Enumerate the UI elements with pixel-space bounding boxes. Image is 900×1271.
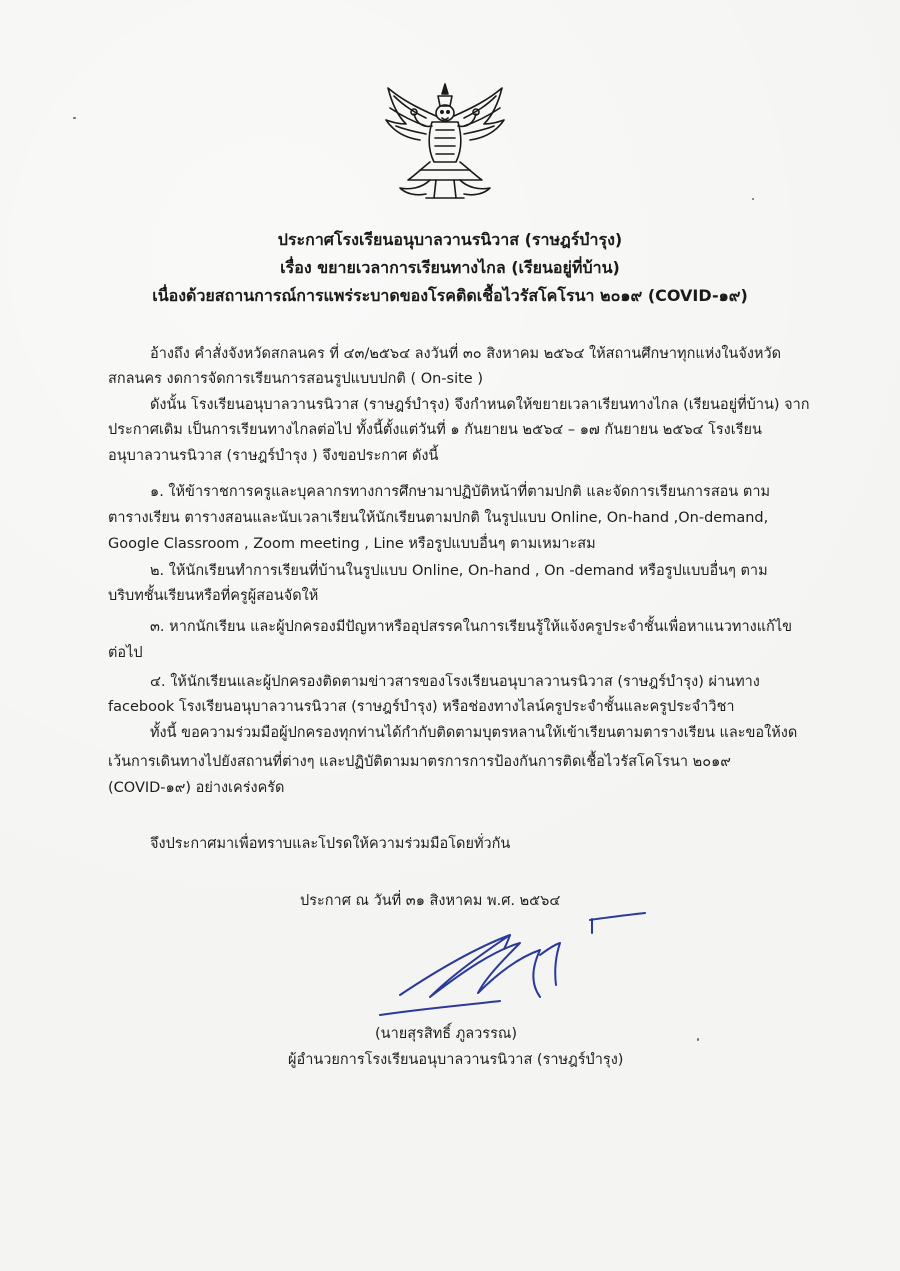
item-4-line: ๔. ให้นักเรียนและผู้ปกครองติดตามข่าวสารของโรงเรียนอนุบาลวานรนิวาส (ราษฎร์บำรุง) ผ่านทาง xyxy=(150,674,760,690)
signatory-name: (นายสุรสิทธิ์ ภูลวรรณ) xyxy=(375,1026,517,1042)
item-1-line: Google Classroom , Zoom meeting , Line หรือรูปแบบอื่นๆ ตามเหมาะสม xyxy=(108,536,596,552)
closing-statement: จึงประกาศมาเพื่อทราบและโปรดให้ความร่วมมือโดยทั่วกัน xyxy=(150,836,511,852)
item-3-line: ๓. หากนักเรียน และผู้ปกครองมีปัญหาหรืออุปสรรคในการเรียนรู้ให้แจ้งครูประจำชั้นเพื่อหาแนวทางแก้ไข xyxy=(150,619,793,635)
subject-line: เรื่อง ขยายเวลาการเรียนทางไกล (เรียนอยู่ที่บ้าน) xyxy=(280,258,620,277)
signature-icon xyxy=(370,905,650,1035)
body-line: ดังนั้น โรงเรียนอนุบาลวานรนิวาส (ราษฎร์บำรุง) จึงกำหนดให้ขยายเวลาเรียนทางไกล (เรียนอยู่ที่บ้าน) จาก xyxy=(150,397,810,413)
cooperation-line: (COVID-๑๙) อย่างเคร่งครัด xyxy=(108,780,285,796)
scan-speck xyxy=(697,1038,699,1041)
body-line: อ้างถึง คำสั่งจังหวัดสกลนคร ที่ ๔๓/๒๕๖๔ ลงวันที่ ๓๐ สิงหาคม ๒๕๖๔ ให้สถานศึกษาทุกแห่งในจังหวัด xyxy=(150,346,782,362)
announcement-title: ประกาศโรงเรียนอนุบาลวานรนิวาส (ราษฎร์บำรุง) xyxy=(277,230,623,249)
cooperation-line: ทั้งนี้ ขอความร่วมมือผู้ปกครองทุกท่านได้กำกับติดตามบุตรหลานให้เข้าเรียนตามตารางเรียน และขอให้งด xyxy=(150,725,798,741)
scan-speck xyxy=(73,117,76,119)
item-1-line: ๑. ให้ข้าราชการครูและบุคลากรทางการศึกษามาปฏิบัติหน้าที่ตามปกติ และจัดการเรียนการสอน ตาม xyxy=(150,484,771,500)
item-2-line: ๒. ให้นักเรียนทำการเรียนที่บ้านในรูปแบบ Online, On-hand , On -demand หรือรูปแบบอื่นๆ ตาม xyxy=(150,563,768,579)
item-4-line: facebook โรงเรียนอนุบาลวานรนิวาส (ราษฎร์บำรุง) หรือช่องทางไลน์ครูประจำชั้นและครูประจำวิชา xyxy=(108,699,735,715)
cooperation-line: เว้นการเดินทางไปยังสถานที่ต่างๆ และปฏิบัติตามมาตรการการป้องกันการติดเชื้อไวรัสโคโรนา ๒๐๑๙ xyxy=(108,754,731,770)
item-1-line: ตารางเรียน ตารางสอนและนับเวลาเรียนให้นักเรียนตามปกติ ในรูปแบบ Online, On-hand ,On-demand, xyxy=(108,510,769,526)
item-2-line: บริบทชั้นเรียนหรือที่ครูผู้สอนจัดให้ xyxy=(108,588,319,604)
body-line: สกลนคร งดการจัดการเรียนการสอนรูปแบบปกติ ( On-site ) xyxy=(108,371,483,387)
body-line: ประกาศเดิม เป็นการเรียนทางไกลต่อไป ทั้งนี้ตั้งแต่วันที่ ๑ กันยายน ๒๕๖๔ – ๑๗ กันยายน ๒๕๖๔ โรงเรียน xyxy=(108,422,762,438)
garuda-emblem-icon xyxy=(380,80,510,210)
signatory-position: ผู้อำนวยการโรงเรียนอนุบาลวานรนิวาส (ราษฎร์บำรุง) xyxy=(288,1052,624,1068)
scan-speck xyxy=(752,198,754,200)
item-3-line: ต่อไป xyxy=(108,645,143,661)
body-line: อนุบาลวานรนิวาส (ราษฎร์บำรุง ) จึงขอประกาศ ดังนี้ xyxy=(108,448,439,464)
announcement-date: ประกาศ ณ วันที่ ๓๑ สิงหาคม พ.ศ. ๒๕๖๔ xyxy=(300,893,561,909)
reason-line: เนื่องด้วยสถานการณ์การแพร่ระบาดของโรคติดเชื้อไวรัสโคโรนา ๒๐๑๙ (COVID-๑๙) xyxy=(152,286,748,305)
